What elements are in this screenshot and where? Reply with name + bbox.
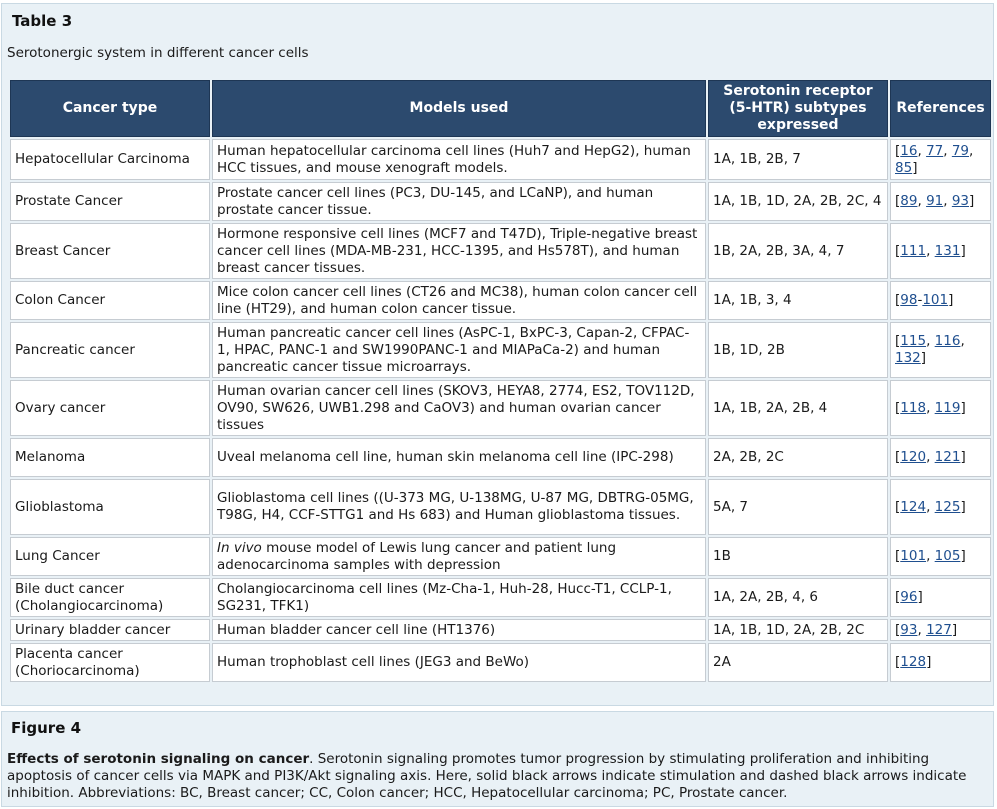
- header-cancer-type: Cancer type: [10, 80, 210, 137]
- cell-references: [124, 125]: [890, 479, 991, 535]
- cell-references: [16, 77, 79, 85]: [890, 139, 991, 180]
- cell-references: [93, 127]: [890, 619, 991, 641]
- cell-references: [101, 105]: [890, 537, 991, 576]
- cancer-serotonin-table: [8, 78, 993, 684]
- reference-link[interactable]: 93: [951, 193, 970, 209]
- cell-receptors: 1A, 2A, 2B, 4, 6: [708, 578, 888, 617]
- models-text: Human ovarian cancer cell lines (SKOV3, HEYA8, 2774, ES2, TOV112D, OV90, SW626, UWB1.298 and CaOV3) and human ovarian cancer tissues: [217, 382, 695, 433]
- cell-receptors: 1B: [708, 537, 888, 576]
- models-text: Human bladder cancer cell line (HT1376): [217, 621, 496, 638]
- cell-references: [120, 121]: [890, 438, 991, 477]
- reference-link[interactable]: 116: [934, 333, 961, 349]
- cell-references: [111, 131]: [890, 223, 991, 279]
- reference-link[interactable]: 115: [900, 333, 927, 349]
- table-row: [10, 182, 991, 221]
- cell-models-used: [212, 380, 706, 436]
- cell-models-used: [212, 139, 706, 180]
- cell-references: [128]: [890, 643, 991, 682]
- models-text: Hormone responsive cell lines (MCF7 and T47D), Triple-negative breast cancer cell lines (MDA-MB-231, HCC-1395, and Hs578T), and human breast cancer tissues.: [217, 225, 698, 276]
- reference-link[interactable]: 93: [900, 621, 918, 638]
- reference-link[interactable]: 16: [900, 142, 918, 159]
- table-row: [10, 322, 991, 378]
- cell-cancer-type: Breast Cancer: [10, 223, 210, 279]
- cell-cancer-type: Melanoma: [10, 438, 210, 477]
- models-text: Mice colon cancer cell lines (CT26 and MC38), human colon cancer cell line (HT29), and human colon cancer tissue.: [217, 283, 698, 317]
- cell-cancer-type: Glioblastoma: [10, 479, 210, 535]
- cell-models-used: [212, 479, 706, 535]
- cell-receptors: 1A, 1B, 2B, 7: [708, 139, 888, 180]
- cell-cancer-type: Placenta cancer (Choriocarcinoma): [10, 643, 210, 682]
- models-text: Human hepatocellular carcinoma cell lines (Huh7 and HepG2), human HCC tissues, and mouse xenograft models.: [217, 142, 691, 176]
- cell-receptors: 1B, 2A, 2B, 3A, 4, 7: [708, 223, 888, 279]
- cell-receptors: 5A, 7: [708, 479, 888, 535]
- models-italic-text: In vivo: [217, 539, 262, 556]
- cell-models-used: [212, 537, 706, 576]
- reference-link[interactable]: 118: [900, 399, 927, 416]
- models-text: Uveal melanoma cell line, human skin melanoma cell line (IPC-298): [217, 449, 674, 465]
- cell-references: [98-101]: [890, 281, 991, 320]
- cell-receptors: 1B, 1D, 2B: [708, 322, 888, 378]
- cell-cancer-type: Prostate Cancer: [10, 182, 210, 221]
- cell-references: [96]: [890, 578, 991, 617]
- reference-link[interactable]: 89: [900, 193, 918, 209]
- reference-link[interactable]: 101: [900, 548, 927, 564]
- models-text: Glioblastoma cell lines ((U-373 MG, U-138MG, U-87 MG, DBTRG-05MG, T98G, H4, CCF-STTG1 and Hs 683) and Human glioblastoma tissues.: [217, 490, 694, 523]
- table-row: [10, 537, 991, 576]
- reference-link[interactable]: 105: [934, 548, 961, 564]
- cell-models-used: [212, 578, 706, 617]
- reference-link[interactable]: 91: [926, 193, 944, 209]
- header-receptors: Serotonin receptor (5-HTR) subtypes expressed: [708, 80, 888, 137]
- cell-references: [118, 119]: [890, 380, 991, 436]
- table-row: [10, 619, 991, 641]
- cell-cancer-type: Lung Cancer: [10, 537, 210, 576]
- figure-caption-text: . Serotonin signaling promotes tumor progression by stimulating proliferation and inhibiting apoptosis of cancer cells via MAPK and PI3K/Akt signaling axis. Here, solid black arrows indicate stimulation and dashed black arrows indicate inhibition. Abbreviations: BC, Breast cancer; CC, Colon cancer; HCC, Hepatocellular carcinoma; PC, Prostate cancer.: [7, 751, 967, 801]
- table-row: [10, 438, 991, 477]
- cell-receptors: 1A, 1B, 1D, 2A, 2B, 2C: [708, 619, 888, 641]
- header-references: References: [890, 80, 991, 137]
- reference-link[interactable]: 79: [951, 142, 970, 159]
- reference-link[interactable]: 96: [900, 589, 918, 605]
- cell-models-used: [212, 182, 706, 221]
- table-header-row: [10, 80, 991, 137]
- reference-link[interactable]: 119: [934, 399, 961, 416]
- reference-link[interactable]: 124: [900, 498, 927, 515]
- table-body: [10, 139, 991, 682]
- cell-cancer-type: Ovary cancer: [10, 380, 210, 436]
- table-panel: [1, 3, 994, 706]
- cell-cancer-type: Colon Cancer: [10, 281, 210, 320]
- figure-panel: [1, 711, 994, 807]
- reference-link[interactable]: 120: [900, 449, 927, 465]
- models-text: mouse model of Lewis lung cancer and patient lung adenocarcinoma samples with depression: [217, 539, 617, 573]
- figure-title: Effects of serotonin signaling on cancer: [7, 751, 310, 767]
- cell-receptors: 1A, 1B, 2A, 2B, 4: [708, 380, 888, 436]
- reference-link[interactable]: 131: [934, 242, 961, 259]
- models-text: Prostate cancer cell lines (PC3, DU-145, and LCaNP), and human prostate cancer tissue.: [217, 184, 654, 218]
- reference-link[interactable]: 98: [900, 292, 918, 308]
- cell-receptors: 2A, 2B, 2C: [708, 438, 888, 477]
- reference-link[interactable]: 85: [895, 159, 913, 176]
- cell-cancer-type: Urinary bladder cancer: [10, 619, 210, 641]
- table-row: [10, 578, 991, 617]
- header-models-used: Models used: [212, 80, 706, 137]
- table-row: [10, 380, 991, 436]
- reference-link[interactable]: 111: [900, 242, 927, 259]
- table-row: [10, 281, 991, 320]
- cell-receptors: 1A, 1B, 3, 4: [708, 281, 888, 320]
- reference-link[interactable]: 121: [934, 449, 961, 465]
- models-text: Cholangiocarcinoma cell lines (Mz-Cha-1, Huh-28, Hucc-T1, CCLP-1, SG231, TFK1): [217, 580, 672, 614]
- figure-caption: [7, 751, 982, 802]
- reference-link[interactable]: 101: [922, 292, 949, 308]
- cell-models-used: [212, 438, 706, 477]
- table-row: [10, 479, 991, 535]
- models-text: Human trophoblast cell lines (JEG3 and BeWo): [217, 654, 530, 670]
- figure-label: Figure 4: [11, 719, 82, 737]
- cell-receptors: 1A, 1B, 1D, 2A, 2B, 2C, 4: [708, 182, 888, 221]
- table-caption: Serotonergic system in different cancer cells: [7, 45, 309, 61]
- reference-link[interactable]: 125: [934, 498, 961, 515]
- table-row: [10, 139, 991, 180]
- cell-models-used: [212, 643, 706, 682]
- reference-link[interactable]: 128: [900, 654, 927, 670]
- reference-link[interactable]: 127: [926, 621, 952, 638]
- table-row: [10, 223, 991, 279]
- table-label: Table 3: [12, 12, 73, 30]
- cell-models-used: [212, 223, 706, 279]
- cell-models-used: [212, 322, 706, 378]
- cell-references: [89, 91, 93]: [890, 182, 991, 221]
- cell-references: [115, 116, 132]: [890, 322, 991, 378]
- cell-models-used: [212, 619, 706, 641]
- cell-models-used: [212, 281, 706, 320]
- cell-receptors: 2A: [708, 643, 888, 682]
- cell-cancer-type: Hepatocellular Carcinoma: [10, 139, 210, 180]
- cell-cancer-type: Bile duct cancer (Cholangiocarcinoma): [10, 578, 210, 617]
- reference-link[interactable]: 77: [926, 142, 944, 159]
- reference-link[interactable]: 132: [895, 350, 921, 366]
- cell-cancer-type: Pancreatic cancer: [10, 322, 210, 378]
- models-text: Human pancreatic cancer cell lines (AsPC-1, BxPC-3, Capan-2, CFPAC-1, HPAC, PANC-1 and SW1990PANC-1 and MIAPaCa-2) and human pancreatic cancer tissue microarrays.: [217, 324, 690, 375]
- table-row: [10, 643, 991, 682]
